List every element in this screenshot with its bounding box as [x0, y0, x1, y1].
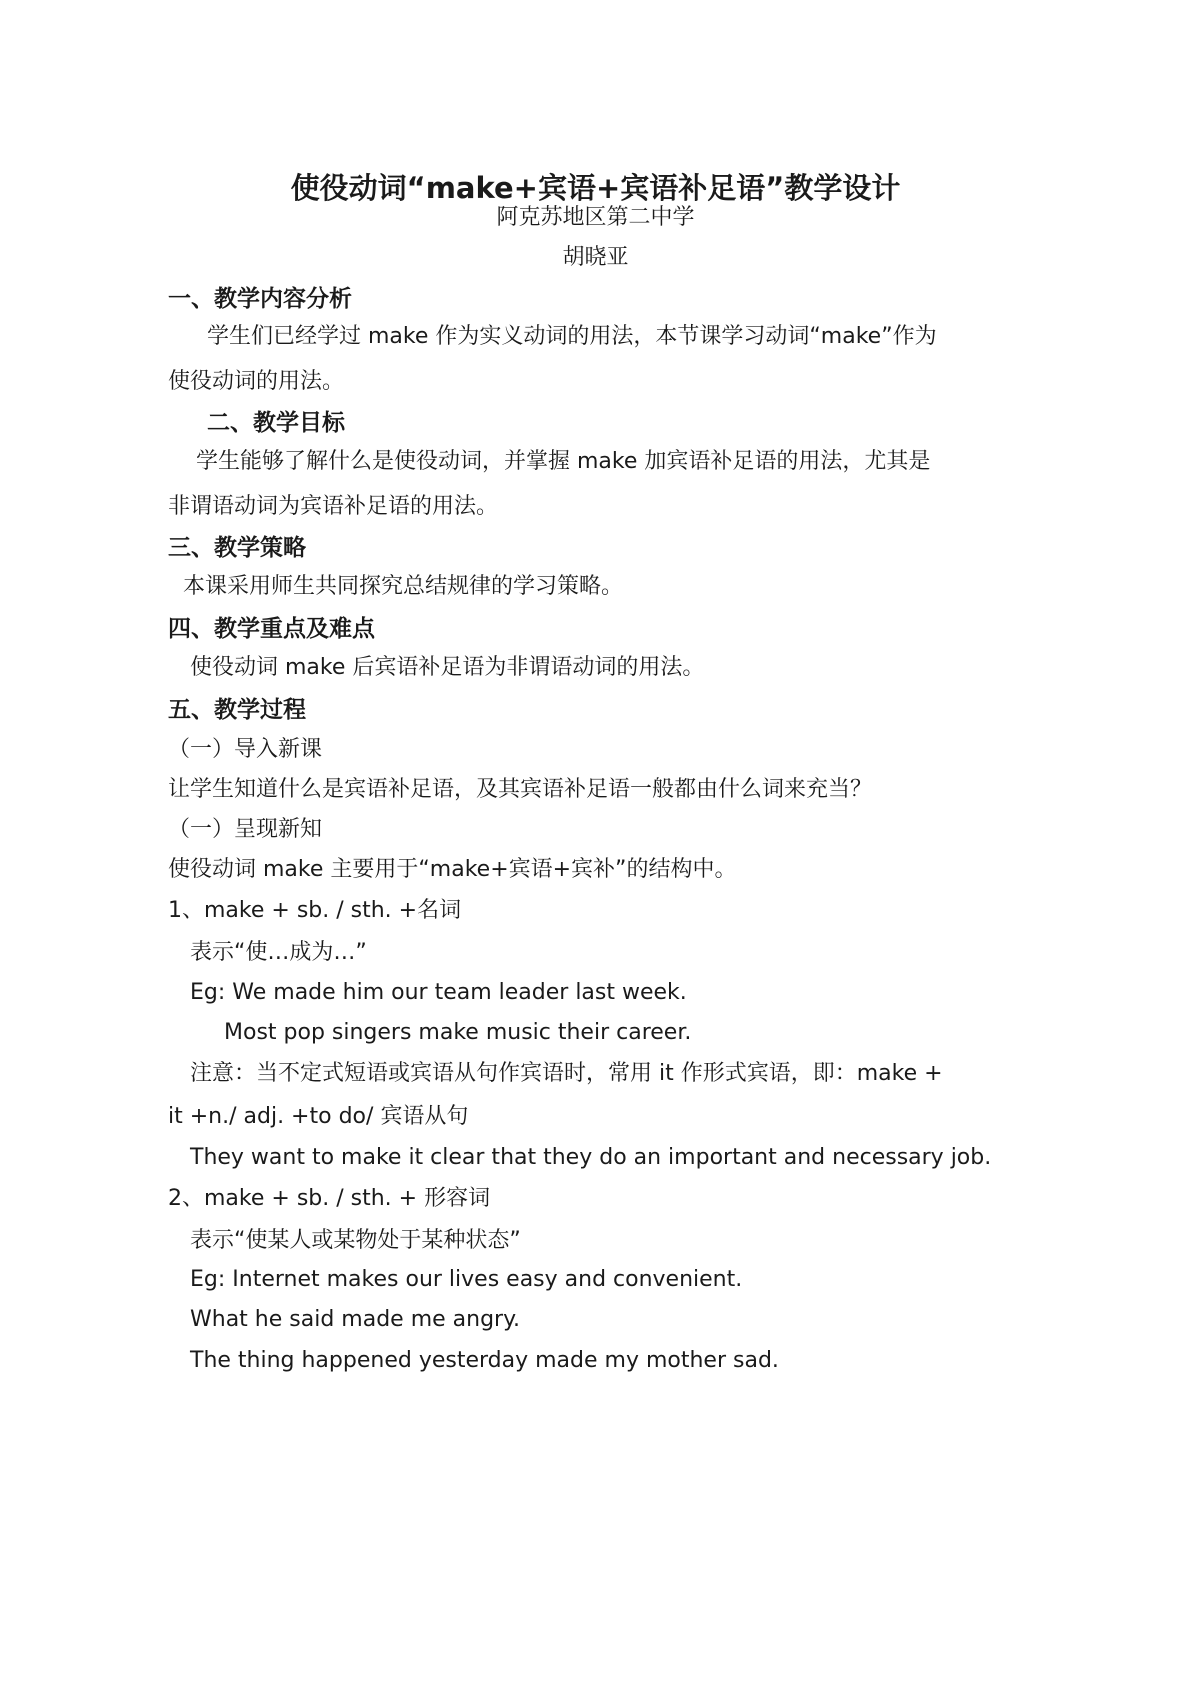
document-title: 使役动词“make+宾语+宾语补足语”教学设计	[290, 171, 901, 205]
paragraph-line: 学生能够了解什么是使役动词，并掌握 make 加宾语补足语的用法，尤其是	[196, 449, 931, 474]
section-heading-key-points: 四、教学重点及难点	[168, 616, 375, 642]
pattern-item-2: 2、make + sb. / sth. + 形容词	[168, 1186, 491, 1211]
paragraph-line: 学生们已经学过 make 作为实义动词的用法，本节课学习动词“make”作为	[207, 324, 937, 349]
example-sentence: What he said made me angry.	[190, 1307, 520, 1332]
example-sentence: Eg: Internet makes our lives easy and convenient.	[190, 1267, 743, 1292]
paragraph-line: 本课采用师生共同探究总结规律的学习策略。	[183, 574, 624, 599]
author-name: 胡晓亚	[562, 245, 629, 270]
subsection-heading: （一）呈现新知	[168, 817, 323, 842]
paragraph-line: 使役动词 make 主要用于“make+宾语+宾补”的结构中。	[168, 857, 737, 882]
example-sentence: They want to make it clear that they do an important and necessary job.	[190, 1145, 992, 1170]
example-sentence: The thing happened yesterday made my mother sad.	[190, 1348, 779, 1373]
pattern-meaning: 表示“使某人或某物处于某种状态”	[190, 1228, 521, 1253]
pattern-meaning: 表示“使…成为…”	[190, 940, 367, 965]
section-heading-process: 五、教学过程	[168, 697, 306, 723]
paragraph-line: 非谓语动词为宾语补足语的用法。	[168, 494, 499, 519]
example-sentence: Eg: We made him our team leader last week.	[190, 980, 687, 1005]
pattern-item-1: 1、make + sb. / sth. +名词	[168, 898, 462, 923]
section-heading-objectives: 二、教学目标	[207, 410, 345, 436]
note-line: 注意：当不定式短语或宾语从句作宾语时，常用 it 作形式宾语，即：make +	[190, 1061, 943, 1086]
paragraph-line: 使役动词 make 后宾语补足语为非谓语动词的用法。	[190, 655, 705, 680]
school-name: 阿克苏地区第二中学	[496, 205, 695, 230]
section-heading-content-analysis: 一、教学内容分析	[168, 286, 352, 312]
example-sentence: Most pop singers make music their career.	[224, 1020, 692, 1045]
section-heading-strategy: 三、教学策略	[168, 535, 306, 561]
paragraph-line: 使役动词的用法。	[168, 369, 345, 394]
paragraph-line: 让学生知道什么是宾语补足语，及其宾语补足语一般都由什么词来充当？	[168, 777, 873, 802]
subsection-heading: （一）导入新课	[168, 737, 323, 762]
note-line: it +n./ adj. +to do/ 宾语从句	[168, 1104, 469, 1129]
